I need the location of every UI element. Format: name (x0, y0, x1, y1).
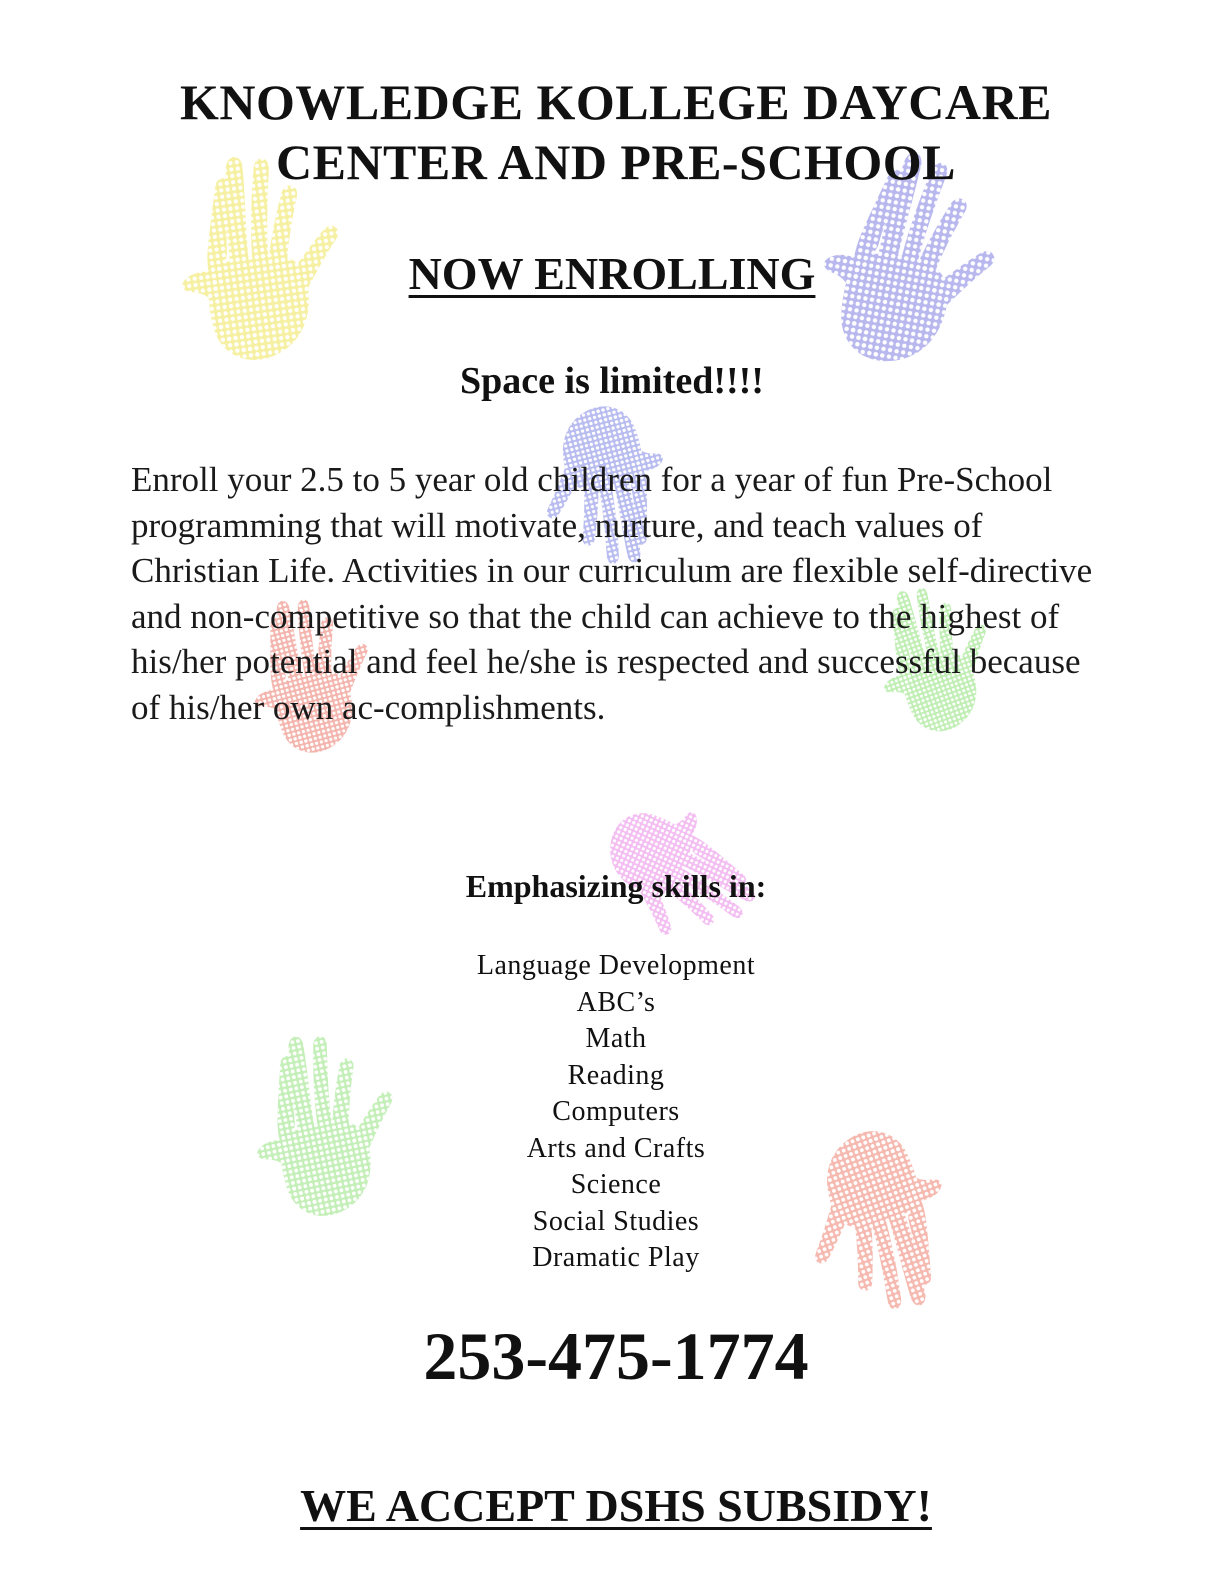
skill-item: Math (585, 1023, 647, 1054)
now-enrolling-heading (0, 246, 1224, 302)
skill-item: Reading (567, 1059, 665, 1091)
skill-item: Dramatic Play (532, 1242, 700, 1273)
skill-item: ABC’s (576, 986, 656, 1018)
now-enrolling-text: NOW ENROLLING (408, 248, 816, 299)
subsidy-text: WE ACCEPT DSHS SUBSIDY! (300, 1480, 932, 1531)
skills-list (0, 948, 1224, 1277)
skill-item: Language Development (476, 950, 756, 981)
skill-item: Computers (552, 1096, 680, 1127)
description-paragraph: Enroll your 2.5 to 5 year old children for a year of fun Pre-School programming that will motivate, nurture, and teach values of Christian Life. Activities in our curriculum are flexible self-directive and non-competitive so that the child can achieve to the highest of his/her potential and feel he/she is respected and successful because of his/her own ac-complishments. (131, 460, 1093, 727)
skill-item: Science (570, 1169, 662, 1200)
flyer-title (100, 72, 1132, 192)
skill-item: Social Studies (532, 1205, 700, 1237)
space-limited-text: Space is limited!!!! (460, 360, 764, 402)
title-line-1: KNOWLEDGE KOLLEGE DAYCARE (180, 74, 1052, 130)
skill-item: Arts and Crafts (526, 1132, 706, 1164)
title-line-2: CENTER AND PRE-SCHOOL (275, 134, 957, 190)
subsidy-notice (0, 1478, 1224, 1534)
phone-number: 253-475-1774 (423, 1318, 809, 1394)
skills-heading: Emphasizing skills in: (465, 868, 767, 904)
